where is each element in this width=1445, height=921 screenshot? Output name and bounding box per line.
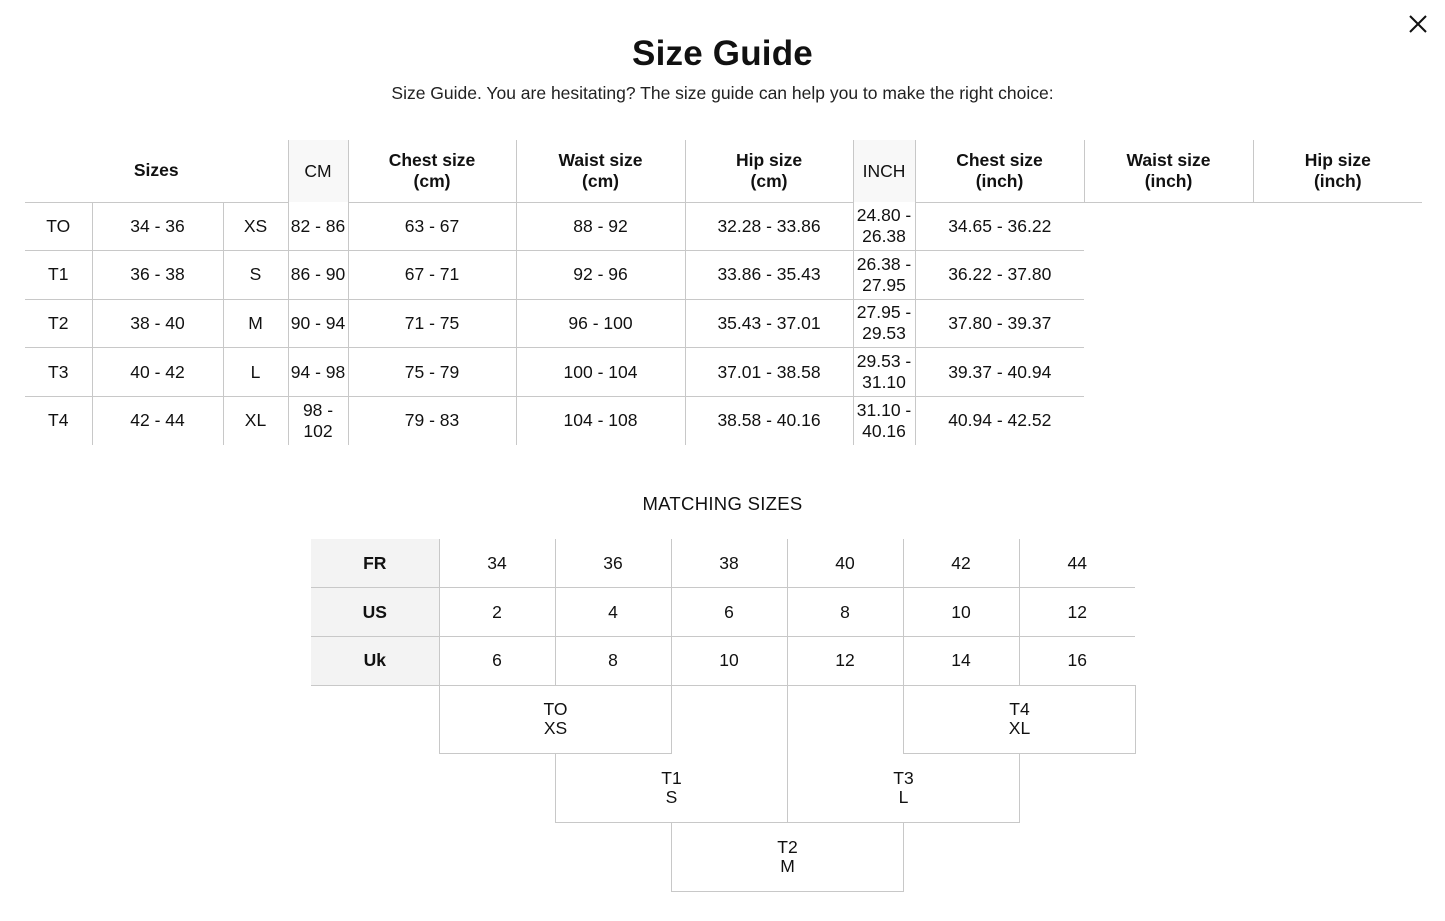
hip-cm: 104 - 108	[516, 396, 685, 445]
size-letter: S	[223, 251, 288, 300]
chest-inch-header: Chest size (inch)	[915, 140, 1084, 202]
waist-inch: 29.53 - 31.10	[853, 348, 915, 397]
page-subtitle: Size Guide. You are hesitating? The size guide can help you to make the right choice:	[391, 83, 1054, 103]
chest-inch: 33.86 - 35.43	[685, 251, 853, 300]
chest-inch: 35.43 - 37.01	[685, 299, 853, 348]
size-letter: L	[223, 348, 288, 397]
matching-sizes-title: MATCHING SIZES	[642, 493, 803, 514]
waist-inch: 31.10 - 40.16	[853, 396, 915, 445]
size-letter: M	[223, 299, 288, 348]
uk-value: 14	[903, 636, 1019, 685]
pyramid-divider	[787, 685, 788, 754]
uk-value: 16	[1019, 636, 1135, 685]
waist-cm: 67 - 71	[348, 251, 516, 300]
us-value: 4	[555, 588, 671, 637]
size-group-code: T2	[777, 837, 798, 857]
size-group-letter: M	[780, 856, 795, 876]
size-group-letter: L	[898, 787, 909, 807]
fr-value: 40	[787, 539, 903, 588]
uk-value: 8	[555, 636, 671, 685]
close-icon	[1408, 14, 1428, 34]
fr-value: 42	[903, 539, 1019, 588]
size-code: T4	[25, 396, 92, 445]
chest-cm-header: Chest size (cm)	[348, 140, 516, 202]
chest-cm: 94 - 98	[288, 348, 348, 397]
chest-cm: 82 - 86	[288, 202, 348, 251]
us-value: 8	[787, 588, 903, 637]
table-row	[25, 202, 1422, 251]
fr-value: 36	[555, 539, 671, 588]
us-value: 10	[903, 588, 1019, 637]
uk-value: 6	[439, 636, 555, 685]
us-value: 6	[671, 588, 787, 637]
inch-unit-label: INCH	[853, 140, 915, 202]
uk-value: 12	[787, 636, 903, 685]
table-row	[25, 251, 1422, 300]
chest-cm: 90 - 94	[288, 299, 348, 348]
table-row	[25, 299, 1422, 348]
fr-label: FR	[311, 539, 439, 588]
size-group-t1	[555, 754, 788, 823]
table-row	[311, 588, 1135, 637]
size-fr: 40 - 42	[92, 348, 223, 397]
page-title: Size Guide	[632, 34, 813, 73]
waist-inch: 24.80 - 26.38	[853, 202, 915, 251]
size-fr: 36 - 38	[92, 251, 223, 300]
table-row	[311, 539, 1135, 588]
hip-inch: 37.80 - 39.37	[915, 299, 1084, 348]
waist-inch: 27.95 - 29.53	[853, 299, 915, 348]
chest-inch: 32.28 - 33.86	[685, 202, 853, 251]
size-table-header	[25, 140, 1422, 202]
uk-value: 10	[671, 636, 787, 685]
size-table	[25, 140, 1422, 445]
chest-cm: 86 - 90	[288, 251, 348, 300]
waist-inch: 26.38 - 27.95	[853, 251, 915, 300]
waist-inch-header: Waist size (inch)	[1084, 140, 1253, 202]
size-group-code: T4	[1009, 699, 1030, 719]
us-label: US	[311, 588, 439, 637]
size-code: TO	[25, 202, 92, 251]
size-code: T1	[25, 251, 92, 300]
table-row	[25, 348, 1422, 397]
size-group-code: TO	[543, 699, 568, 719]
chest-inch: 38.58 - 40.16	[685, 396, 853, 445]
hip-inch: 36.22 - 37.80	[915, 251, 1084, 300]
size-fr: 42 - 44	[92, 396, 223, 445]
size-group-letter: S	[665, 787, 678, 807]
matching-sizes-table	[311, 539, 1135, 686]
chest-inch: 37.01 - 38.58	[685, 348, 853, 397]
table-row	[25, 396, 1422, 445]
size-code: T3	[25, 348, 92, 397]
size-group-code: T3	[893, 768, 914, 788]
size-letter: XS	[223, 202, 288, 251]
waist-cm: 63 - 67	[348, 202, 516, 251]
hip-cm: 100 - 104	[516, 348, 685, 397]
size-group-to	[439, 685, 672, 754]
size-group-letter: XS	[543, 718, 568, 738]
waist-cm-header: Waist size (cm)	[516, 140, 685, 202]
us-value: 12	[1019, 588, 1135, 637]
size-letter: XL	[223, 396, 288, 445]
fr-value: 34	[439, 539, 555, 588]
us-value: 2	[439, 588, 555, 637]
size-group-t3	[787, 754, 1020, 823]
size-code: T2	[25, 299, 92, 348]
cm-unit-label: CM	[288, 140, 348, 202]
hip-cm-header: Hip size (cm)	[685, 140, 853, 202]
hip-cm: 96 - 100	[516, 299, 685, 348]
hip-cm: 88 - 92	[516, 202, 685, 251]
sizes-header: Sizes	[25, 140, 288, 202]
size-group-code: T1	[661, 768, 682, 788]
uk-label: Uk	[311, 636, 439, 685]
fr-value: 38	[671, 539, 787, 588]
size-group-t2	[671, 823, 904, 892]
size-fr: 38 - 40	[92, 299, 223, 348]
chest-cm: 98 - 102	[288, 396, 348, 445]
waist-cm: 75 - 79	[348, 348, 516, 397]
hip-inch: 34.65 - 36.22	[915, 202, 1084, 251]
waist-cm: 79 - 83	[348, 396, 516, 445]
hip-cm: 92 - 96	[516, 251, 685, 300]
waist-cm: 71 - 75	[348, 299, 516, 348]
size-group-t4	[903, 685, 1136, 754]
size-group-letter: XL	[1008, 718, 1031, 738]
table-row	[311, 636, 1135, 685]
hip-inch: 39.37 - 40.94	[915, 348, 1084, 397]
hip-inch: 40.94 - 42.52	[948, 410, 1052, 431]
fr-value: 44	[1019, 539, 1135, 588]
size-fr: 34 - 36	[92, 202, 223, 251]
hip-inch-header: Hip size (inch)	[1253, 140, 1422, 202]
